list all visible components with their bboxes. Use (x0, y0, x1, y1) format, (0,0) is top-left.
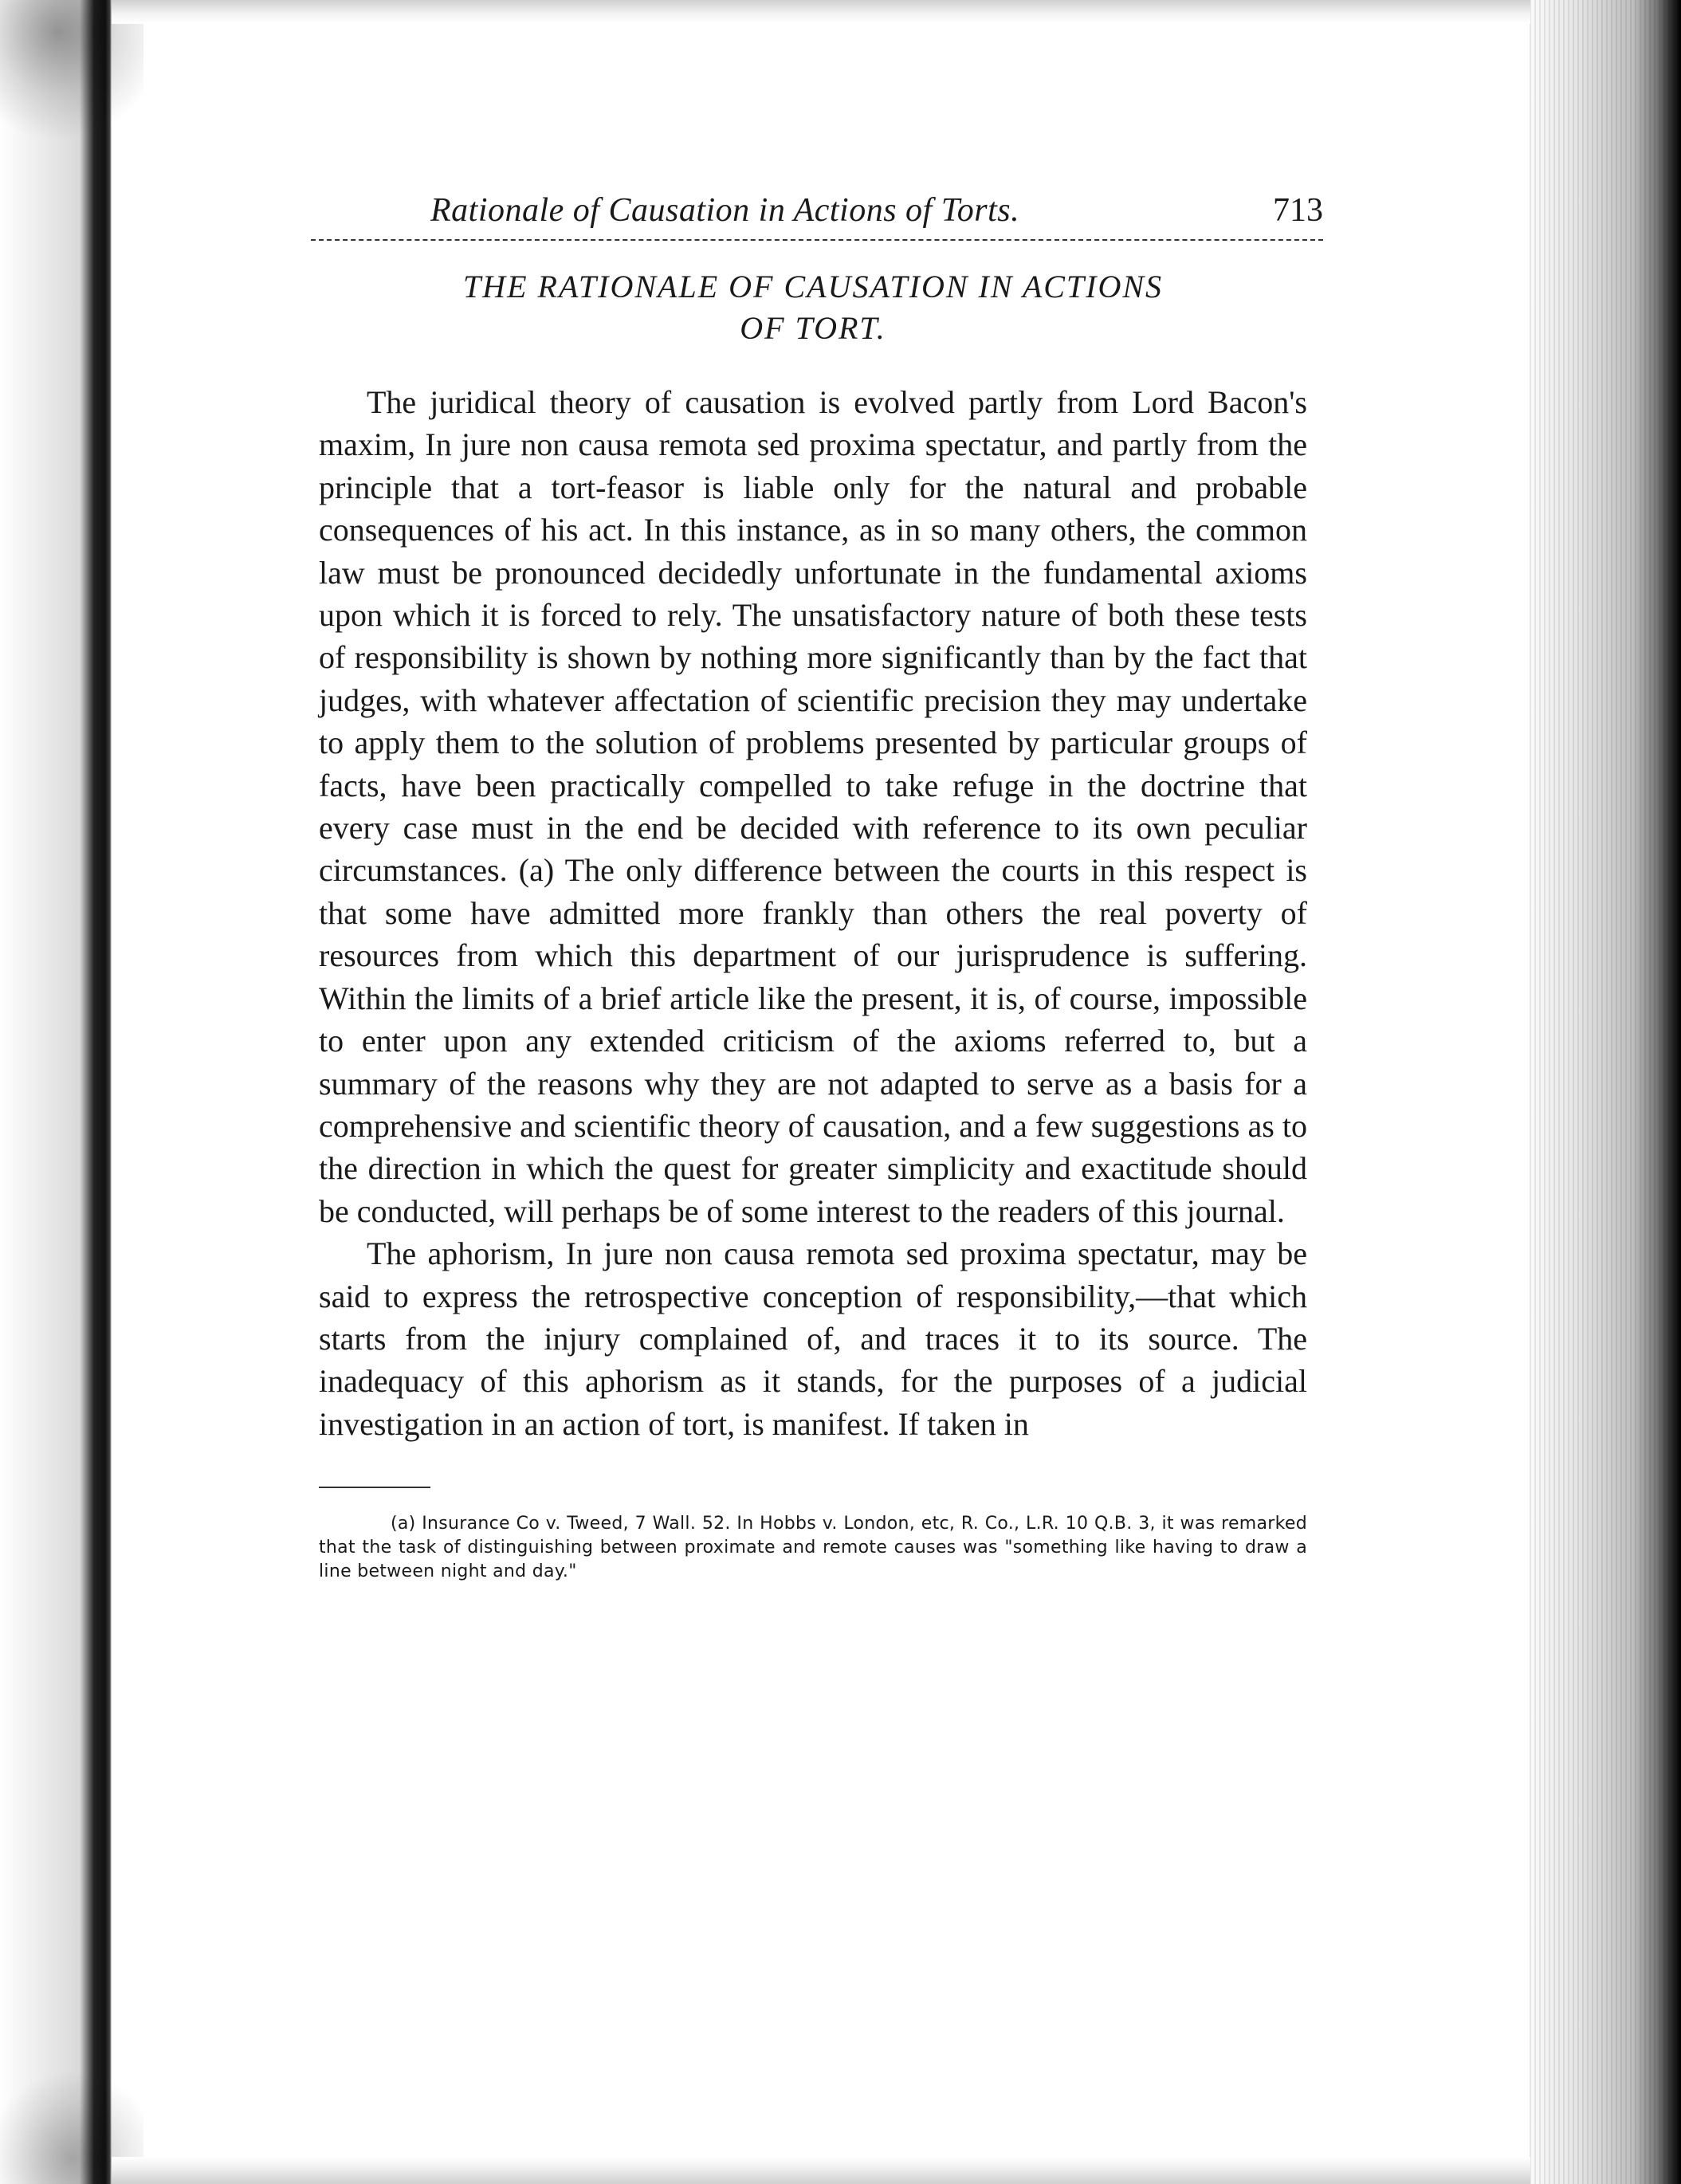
article-title (319, 266, 1307, 349)
scan-bottom-edge (112, 2157, 1530, 2184)
scan-binding-edge (0, 0, 112, 2184)
scan-binding-shadow-top (0, 0, 143, 159)
footnote-rule (319, 1487, 430, 1488)
footnote-a: (a) Insurance Co v. Tweed, 7 Wall. 52. In Hobbs v. London, etc, R. Co., L.R. 10 Q.B. 3, it was remarked that the task of distinguishing between proximate and remote causes was "something like having to draw a line between night and day." (319, 1514, 1307, 1582)
paragraph-2: The aphorism, In jure non causa remota sed proxima spectatur, may be said to express the retrospective conception of responsibility,—that which starts from the injury complained of, and traces it to its source. The inadequacy of this aphorism as it stands, for the purposes of a judicial investigation in an action of tort, is manifest. If taken in (319, 1235, 1307, 1442)
paragraph-1: The juridical theory of causation is evolved partly from Lord Bacon's maxim, In jure non causa remota sed proxima spectatur, and partly from the principle that a tort-feasor is liable only for the natural and probable consequences of his act. In this instance, as in so many others, the common law must be pronounced decidedly unfortunate in the fundamental axioms upon which it is forced to rely. The unsatisfactory nature of both these tests of responsibility is shown by nothing more significantly than by the fact that judges, with whatever affectation of scientific precision they may undertake to apply them to the solution of problems presented by particular groups of facts, have been practically compelled to take refuge in the doctrine that every case must in the end be decided with reference to its own peculiar circumstances. (a) The only difference between the courts in this respect is that some have admitted more frankly than others the real poverty of resources from which this department of our jurisprudence is suffering. Within the limits of a brief article like the present, it is, of course, impossible to enter upon any extended criticism of the axioms referred to, but a summary of the reasons why they are not adapted to serve as a basis for a comprehensive and scientific theory of causation, and a few suggestions as to the direction in which the quest for greater simplicity and exactitude should be conducted, will perhaps be of some interest to the readers of this journal. (319, 384, 1307, 1229)
running-title: Rationale of Causation in Actions of Torts. (430, 192, 1020, 229)
scan-top-edge (112, 0, 1530, 24)
article-body (319, 381, 1307, 1445)
page-content (319, 183, 1323, 1584)
article-title-line-2: OF TORT. (740, 310, 886, 346)
running-head (311, 183, 1323, 241)
page-number: 713 (1273, 192, 1323, 229)
scan-right-page-edge (1530, 0, 1681, 2184)
article-title-line-1: THE RATIONALE OF CAUSATION IN ACTIONS (462, 269, 1164, 304)
